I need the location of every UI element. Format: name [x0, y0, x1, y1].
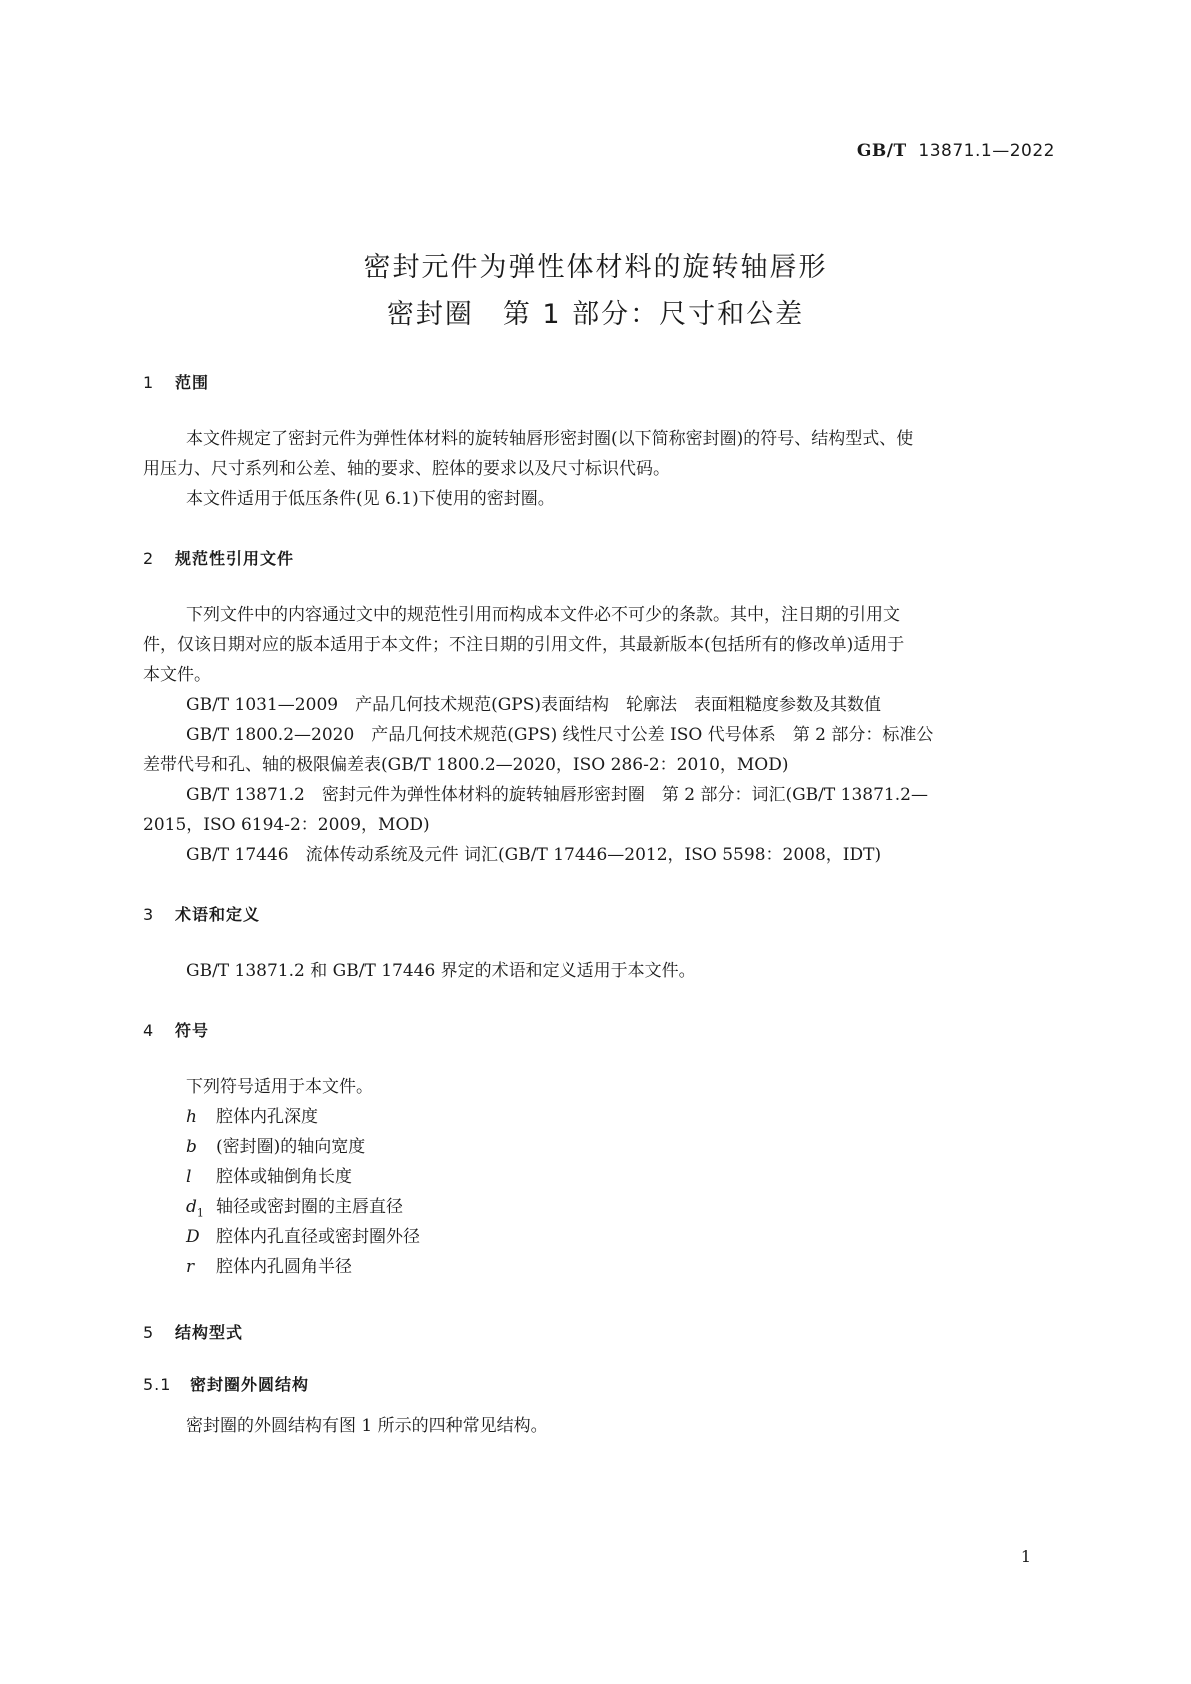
symbol-description: 腔体或轴倒角长度: [216, 1167, 352, 1187]
paragraph-line: 本文件适用于低压条件(见 6.1)下使用的密封圈。: [186, 489, 555, 509]
paragraph-line: 本文件规定了密封元件为弹性体材料的旋转轴唇形密封圈(以下简称密封圈)的符号、结构型式、使: [186, 429, 914, 449]
section-title: 符号: [175, 1021, 210, 1040]
page-number: 1: [1020, 1547, 1031, 1566]
symbol-row: [186, 1166, 352, 1194]
symbol: D: [186, 1227, 200, 1247]
symbol: h: [186, 1107, 197, 1127]
symbol-row: [186, 1226, 420, 1254]
reference-entry-continued: 差带代号和孔、轴的极限偏差表(GB/T 1800.2—2020，ISO 286-2：2010，MOD): [143, 755, 789, 775]
symbol: r: [186, 1257, 195, 1277]
document-title-line-1: 密封元件为弹性体材料的旋转轴唇形: [363, 252, 828, 283]
reference-entry: GB/T 1031—2009 产品几何技术规范(GPS)表面结构 轮廓法 表面粗糙度参数及其数值: [186, 695, 881, 715]
paragraph-line: 件，仅该日期对应的版本适用于本文件；不注日期的引用文件，其最新版本(包括所有的修改单)适用于: [143, 635, 905, 655]
section-title: 密封圈外圆结构: [190, 1375, 310, 1394]
symbol: l: [186, 1167, 192, 1187]
section-title: 范围: [175, 373, 210, 392]
paragraph-line: 下列文件中的内容通过文中的规范性引用而构成本文件必不可少的条款。其中，注日期的引用文: [186, 605, 900, 625]
paragraph-line: 用压力、尺寸系列和公差、轴的要求、腔体的要求以及尺寸标识代码。: [143, 459, 670, 479]
paragraph-line: GB/T 13871.2 和 GB/T 17446 界定的术语和定义适用于本文件。: [186, 961, 696, 981]
section-heading-structure: [143, 1320, 243, 1343]
symbol: $d_1$: [186, 1197, 204, 1220]
subsection-heading-outer-structure: [143, 1372, 309, 1395]
section-heading-terms: [143, 902, 260, 925]
section-number: 3: [143, 905, 155, 924]
reference-entry: GB/T 1800.2—2020 产品几何技术规范(GPS) 线性尺寸公差 ISO 代号体系 第 2 部分：标准公: [186, 725, 934, 745]
document-title-line-2: 密封圈 第 1 部分：尺寸和公差: [386, 299, 805, 330]
section-title: 规范性引用文件: [175, 549, 295, 568]
section-title: 术语和定义: [175, 905, 261, 924]
section-heading-scope: [143, 370, 209, 393]
section-heading-normative-references: [143, 546, 294, 569]
reference-entry-continued: 2015，ISO 6194-2：2009，MOD): [143, 815, 430, 835]
symbol-row: [186, 1256, 352, 1284]
symbol-description: 腔体内孔深度: [216, 1107, 318, 1127]
paragraph-line: 本文件。: [143, 665, 211, 685]
reference-entry: GB/T 13871.2 密封元件为弹性体材料的旋转轴唇形密封圈 第 2 部分：词汇(GB/T 13871.2—: [186, 785, 928, 805]
paragraph-line: 下列符号适用于本文件。: [186, 1077, 373, 1097]
symbol-row: [186, 1106, 318, 1134]
section-heading-symbols: [143, 1018, 209, 1041]
paragraph-line: 密封圈的外圆结构有图 1 所示的四种常见结构。: [186, 1416, 548, 1436]
symbol-description: (密封圈)的轴向宽度: [216, 1137, 366, 1157]
symbol-row: [186, 1136, 365, 1164]
symbol-description: 腔体内孔圆角半径: [216, 1257, 352, 1277]
standard-prefix: GB/T: [856, 141, 907, 161]
symbol: b: [186, 1137, 197, 1157]
section-number: 1: [143, 373, 155, 392]
section-number: 4: [143, 1021, 155, 1040]
reference-entry: GB/T 17446 流体传动系统及元件 词汇(GB/T 17446—2012，ISO 5598：2008，IDT): [186, 845, 882, 865]
section-number: 2: [143, 549, 155, 568]
symbol-row: [186, 1196, 403, 1224]
section-number: 5: [143, 1323, 155, 1342]
standard-number: 13871.1—2022: [918, 141, 1055, 161]
section-number: 5.1: [143, 1375, 172, 1394]
document-code: [857, 141, 1055, 161]
symbol-description: 轴径或密封圈的主唇直径: [216, 1197, 403, 1217]
symbol-description: 腔体内孔直径或密封圈外径: [216, 1227, 420, 1247]
section-title: 结构型式: [175, 1323, 244, 1342]
